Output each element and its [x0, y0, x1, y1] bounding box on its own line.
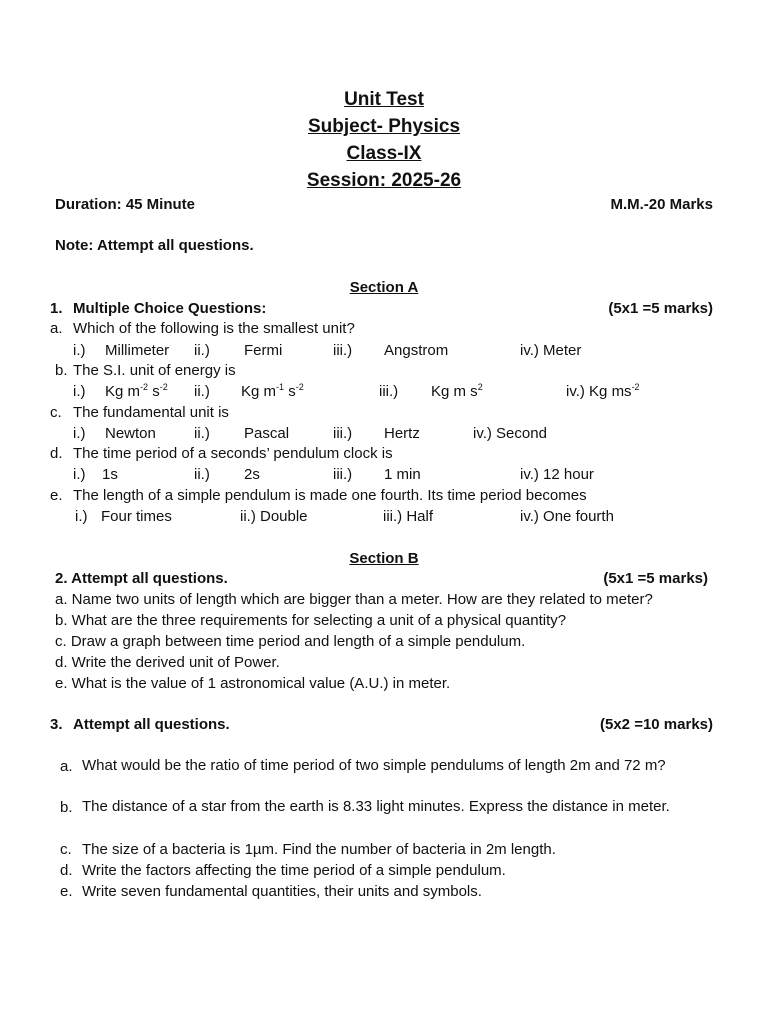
option-text: iv.) One fourth [520, 508, 614, 525]
mcq-a-question: Which of the following is the smallest unit? [73, 320, 355, 337]
section-b-heading: Section B [349, 550, 419, 567]
q3-c-text: The size of a bacteria is 1µm. Find the number of bacteria in 2m length. [82, 841, 556, 858]
mcq-d-letter: d. [50, 445, 63, 462]
mcq-c-question: The fundamental unit is [73, 404, 229, 421]
option-text: Pascal [244, 425, 290, 442]
option-label: iii.) [333, 342, 353, 359]
option-label: ii.) [194, 383, 210, 400]
q3-a-letter: a. [60, 758, 73, 775]
option-text: Hertz [384, 425, 420, 442]
option-text: 1s [102, 466, 118, 483]
question-2-marks: (5x1 =5 marks) [603, 570, 708, 587]
max-marks-label: M.M.-20 Marks [610, 196, 713, 213]
option-label: i.) [75, 508, 88, 525]
option-text: Kg $m^{-2}$ $s^{-2}$ [105, 382, 168, 400]
section-a-heading: Section A [349, 279, 419, 296]
option-label: ii.) [194, 466, 210, 483]
option-text: iv.) 12 hour [520, 466, 594, 483]
q3-d-letter: d. [60, 862, 73, 879]
option-text: Kg $m^{-1}$ $s^{-2}$ [241, 382, 304, 400]
question-3-title: Attempt all questions. [73, 716, 230, 733]
mcq-b-letter: b. [55, 362, 68, 379]
option-text: Four times [101, 508, 172, 525]
option-text: iii.) Half [383, 508, 434, 525]
question-1-number: 1. [50, 300, 63, 317]
q3-e-letter: e. [60, 883, 73, 900]
q3-e-text: Write seven fundamental quantities, their units and symbols. [82, 883, 482, 900]
option-label: ii.) [194, 342, 210, 359]
option-label: iii.) [333, 466, 353, 483]
q2-item-e: e. What is the value of 1 astronomical value (A.U.) in meter. [55, 675, 451, 692]
option-label: iii.) [379, 383, 399, 400]
option-text: Angstrom [384, 342, 449, 359]
option-text: Fermi [244, 342, 283, 359]
q2-item-d: d. Write the derived unit of Power. [55, 654, 280, 671]
option-text: 2s [244, 466, 260, 483]
q2-item-b: b. What are the three requirements for selecting a unit of a physical quantity? [55, 612, 567, 629]
q2-item-a: a. Name two units of length which are bigger than a meter. How are they related to meter? [55, 591, 653, 608]
session-heading: Session: 2025-26 [306, 170, 462, 191]
option-text: iv.) Kg $ms^{-2}$ [566, 382, 640, 400]
duration-label: Duration: 45 Minute [55, 196, 196, 213]
mcq-e-question: The length of a simple pendulum is made one fourth. Its time period becomes [73, 487, 587, 504]
test-title: Unit Test [344, 89, 424, 110]
option-label: i.) [73, 383, 86, 400]
question-3-number: 3. [50, 716, 63, 733]
q2-item-c: c. Draw a graph between time period and length of a simple pendulum. [55, 633, 526, 650]
q3-c-letter: c. [60, 841, 72, 858]
option-label: i.) [73, 466, 86, 483]
q3-b-letter: b. [60, 799, 73, 816]
option-label: iii.) [333, 425, 353, 442]
question-2-title: 2. Attempt all questions. [55, 570, 228, 587]
q3-b-text: The distance of a star from the earth is 8.33 light minutes. Express the distance in meter. [82, 798, 670, 815]
option-label: i.) [73, 425, 86, 442]
q3-d-text: Write the factors affecting the time period of a simple pendulum. [82, 862, 506, 879]
mcq-c-letter: c. [50, 404, 62, 421]
subject-heading: Subject- Physics [307, 116, 461, 137]
option-text: ii.) Double [240, 508, 308, 525]
q3-a-text: What would be the ratio of time period of two simple pendulums of length 2m and 72 m? [82, 757, 666, 774]
mcq-e-letter: e. [50, 487, 63, 504]
mcq-d-question: The time period of a seconds’ pendulum clock is [73, 445, 393, 462]
option-text: 1 min [384, 466, 421, 483]
option-label: i.) [73, 342, 86, 359]
question-1-marks: (5x1 =5 marks) [608, 300, 713, 317]
class-heading: Class-IX [346, 143, 422, 164]
option-text: Millimeter [105, 342, 170, 359]
mcq-b-question: The S.I. unit of energy is [73, 362, 236, 379]
question-1-title: Multiple Choice Questions: [73, 300, 267, 317]
mcq-a-letter: a. [50, 320, 63, 337]
option-text: iv.) Meter [520, 342, 582, 359]
option-text: iv.) Second [473, 425, 547, 442]
option-text: Kg m $s^2$ [431, 382, 483, 400]
option-label: ii.) [194, 425, 210, 442]
instruction-note: Note: Attempt all questions. [55, 237, 254, 254]
option-text: Newton [105, 425, 156, 442]
question-3-marks: (5x2 =10 marks) [600, 716, 713, 733]
